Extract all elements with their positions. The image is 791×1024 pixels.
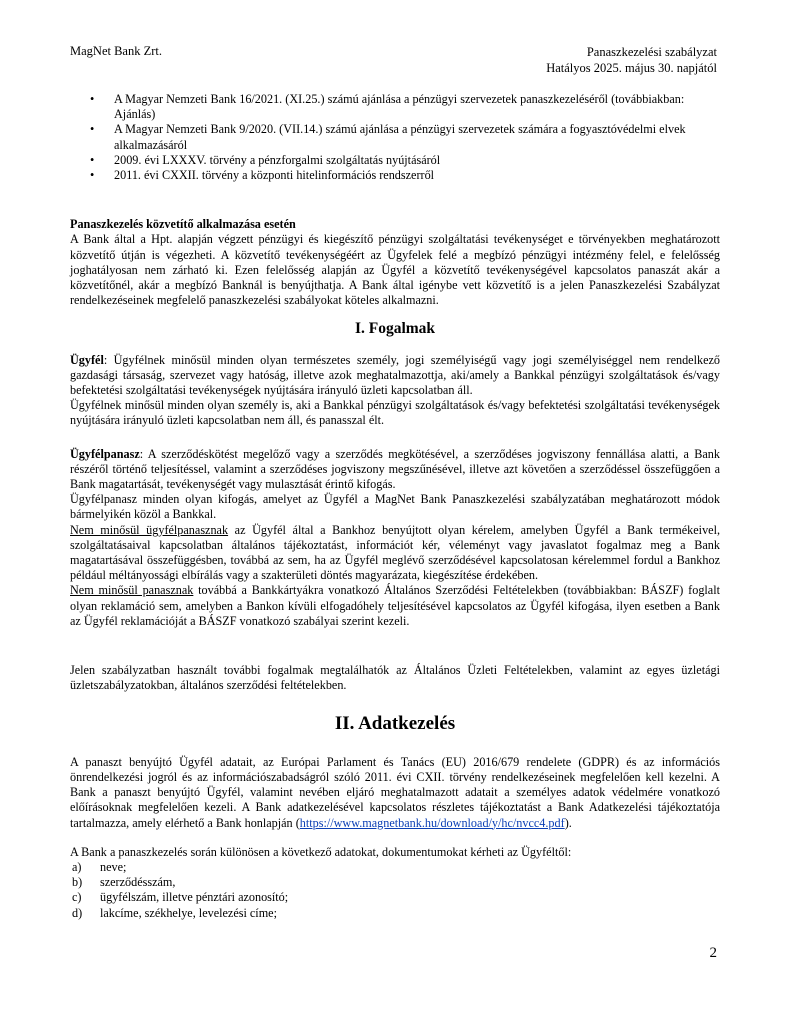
intermediary-heading: Panaszkezelés közvetítő alkalmazása esetén (70, 217, 296, 232)
header-document-title: Panaszkezelési szabályzat (586, 45, 717, 59)
list-item-label: b) (72, 875, 83, 890)
data-handling-paragraph (70, 755, 720, 831)
list-item-label: a) (72, 859, 82, 874)
section-title-definitions: I. Fogalmak (354, 320, 436, 338)
further-terms-paragraph: Jelen szabályzatban használt további fogalmak megtalálhatók az Általános Üzleti Feltételekben, valamint az egyes üzletági üzletszabályzatokban, általános szerződési feltételekben. (70, 663, 720, 693)
legal-sources-list (70, 92, 720, 183)
list-item-label: c) (72, 890, 82, 905)
not-complaint-definition-2-text: továbbá a Bankkártyákra vonatkozó Általános Szerződési Feltételekben (továbbiakban: BÁSZF) foglalt olyan reklamáció sem, amelyben a Bankon kívüli elfogadóhely teljesítésével kapcsolatos az Ügyfél kifogása, ilyen esetben a Bank az Ügyfél reklamációját a BÁSZF vonatkozó szabályai szerint kezeli. (70, 583, 720, 628)
complaint-definition-text: : A szerződéskötést megelőző vagy a szerződés megkötésével, a szerződéses jogviszony fennállása alatti, a Bank részéről történő teljesítéssel, valamint a szerződéses jogviszony megszűnésével, illetve azt követően a szerződéssel összefüggően a Bank magatartását, tevékenységét vagy mulasztását érintő kifogás. (70, 446, 720, 492)
header-effective-date: Hatályos 2025. május 30. napjától (546, 61, 717, 75)
list-item-text: lakcíme, székhelye, levelezési címe; (100, 905, 277, 920)
list-item-text: ügyfélszám, illetve pénztári azonosító; (100, 890, 289, 905)
complaint-definition (70, 447, 720, 493)
list-item (72, 905, 720, 921)
document-content (70, 92, 720, 921)
term-client: Ügyfél (70, 352, 104, 367)
not-complaint-definition-2 (70, 583, 720, 629)
term-complaint: Ügyfélpanasz (70, 446, 140, 461)
term-not-complaint-2: Nem minősül panasznak (70, 583, 194, 598)
requested-data-intro: A Bank a panaszkezelés során különösen a következő adatokat, dokumentumokat kérheti az Ügyféltől: (70, 844, 572, 859)
intermediary-paragraph: A Bank által a Hpt. alapján végzett pénzügyi és kiegészítő pénzügyi szolgáltatási tevékenységet e törvényekben meghatározott közvetítő útján is végezheti. A közvetítő tevékenységéért az Ügyfelek felé a megbízó pénzügyi intézmény felel, e felelősség joghatályosan nem zárható ki. Ezen felelősség alapján az Ügyfél a közvetítő tevékenységével kapcsolatos panaszát akár a közvetítőnél, akár a megbízó Banknál is benyújthatja. A Bank által igénybe vett közvetítő is a jelen Panaszkezelési Szabályzat rendelkezéseinek megfelelő panaszkezelési szabályokat köteles alkalmazni. (70, 232, 720, 308)
not-complaint-definition-text: az Ügyfél által a Bankhoz benyújtott olyan kérelem, amelyben Ügyfél a Bank termékeivel, szolgáltatásaival kapcsolatban általános tájékoztatást, információt kér, véleményt vagy javaslatot fogalmaz meg a Bank magatartásával összefüggésben, továbbá az sem, ha az Ügyfél meglévő szerződésével kapcsolatosan kérelemmel fordul a Bankhoz például méltányossági elbírálás vagy a szakterületi döntés magyarázata, kiegészítése érdekében. (70, 522, 721, 583)
list-item-label: d) (72, 905, 83, 920)
list-item (72, 859, 720, 875)
complaint-definition-2: Ügyfélpanasz minden olyan kifogás, amelyet az Ügyfél a MagNet Bank Panaszkezelési szabályzatában meghatározott módok bármelyikén közöl a Bankkal. (70, 492, 720, 522)
list-item (72, 890, 720, 905)
header-document-info (546, 44, 717, 76)
section-title-data-handling: II. Adatkezelés (334, 712, 456, 734)
header-bank-name: MagNet Bank Zrt. (70, 44, 162, 58)
list-item: • 2011. évi CXXII. törvény a központi hitelinformációs rendszerről (114, 168, 720, 183)
list-item: • 2009. évi LXXXV. törvény a pénzforgalmi szolgáltatás nyújtásáról (114, 153, 720, 168)
list-item (72, 875, 720, 890)
data-handling-text: A panaszt benyújtó Ügyfél adatait, az Európai Parlament és Tanács (EU) 2016/679 rendelete (GDPR) és az információs önrendelkezési jogról és az információszabadságról szóló 2011. évi CXII. törvény rendelkezéseinek megfelelően kell kezelni. A Bank a panaszt benyújtó Ügyfél, valamint nevében eljáró meghatalmazott adatait a személyes adatok védelmére vonatkozó előírásoknak megfelelően kezeli. A Bank adatkezelésével kapcsolatos részletes tájékoztatást a Bank Adatkezelési tájékoztatója tartalmazza, amely elérhető a Bank honlapján ( (70, 754, 720, 830)
data-handling-text-end: ). (564, 815, 572, 830)
requested-data-list (70, 860, 720, 921)
term-not-complaint: Nem minősül ügyfélpanasznak (70, 522, 229, 537)
client-definition-2: Ügyfélnek minősül minden olyan személy is, aki a Bankkal pénzügyi szolgáltatások és/vagy befektetési szolgáltatási tevékenységek nyújtására irányuló üzleti kapcsolatban nem áll, és panasszal élt. (70, 398, 720, 428)
list-item: • A Magyar Nemzeti Bank 16/2021. (XI.25.) számú ajánlása a pénzügyi szervezetek panaszkezeléséről (továbbiakban: Ajánlás) (114, 92, 720, 122)
client-definition (70, 353, 720, 399)
not-complaint-definition (70, 523, 720, 584)
privacy-notice-link[interactable]: https://www.magnetbank.hu/download/y/hc/nvcc4.pdf (299, 815, 565, 830)
list-item-text: szerződésszám, (100, 875, 176, 890)
client-definition-text: : Ügyfélnek minősül minden olyan természetes személy, jogi személyiségű vagy jogi személyiséggel nem rendelkező gazdasági társaság, szervezet vagy hatóság, illetve azok meghatalmazottja, aki/amely a Bankkal pénzügyi szolgáltatások és/vagy befektetési szolgáltatási tevékenységek nyújtására irányuló üzleti kapcsolatban áll. (70, 352, 720, 398)
list-item-text: neve; (100, 859, 127, 874)
list-item: • A Magyar Nemzeti Bank 9/2020. (VII.14.) számú ajánlása a pénzügyi szervezetek számára a fogyasztóvédelmi elvek alkalmazásáról (114, 122, 720, 152)
page-number: 2 (709, 945, 717, 961)
